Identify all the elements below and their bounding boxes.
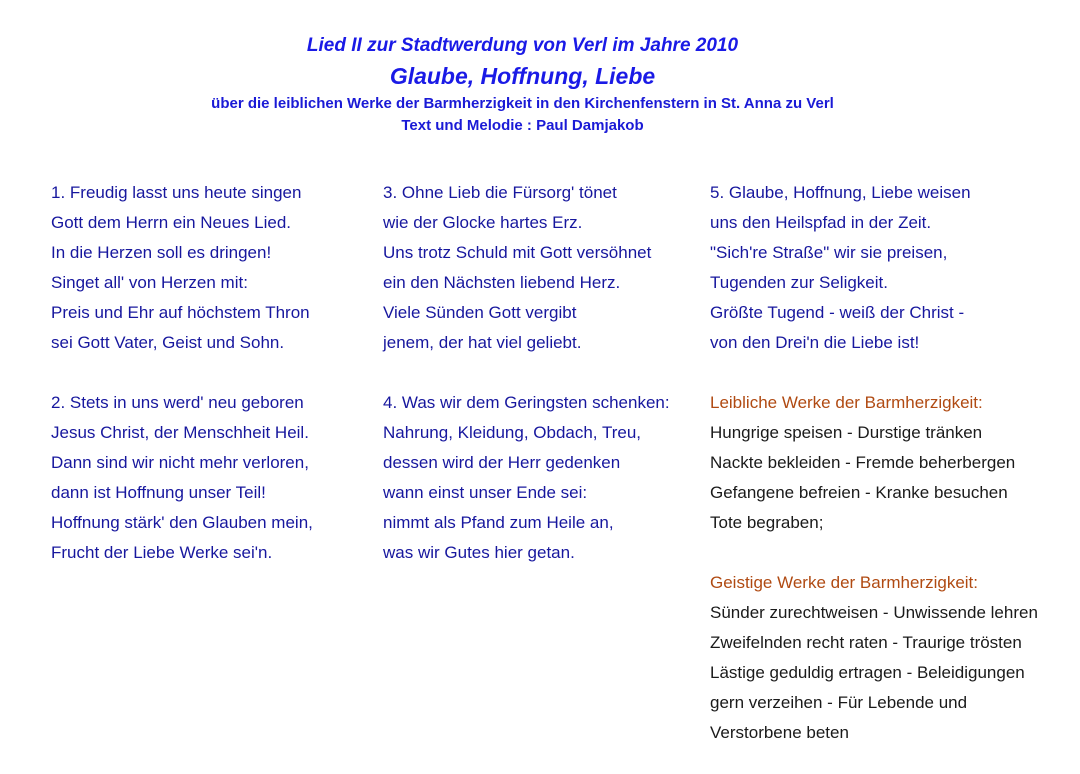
bodily-works bbox=[710, 390, 1038, 540]
verse-line: 1. Freudig lasst uns heute singen bbox=[51, 183, 302, 202]
verse-line: dessen wird der Herr gedenken bbox=[383, 453, 621, 472]
column-right bbox=[710, 180, 1038, 750]
work-line: Sünder zurechtweisen - Unwissende lehren bbox=[710, 603, 1038, 622]
spiritual-works-heading: Geistige Werke der Barmherzigkeit: bbox=[710, 573, 979, 592]
verse-line: Jesus Christ, der Menschheit Heil. bbox=[51, 423, 309, 442]
verse-5 bbox=[710, 180, 1038, 360]
verse-line: 3. Ohne Lieb die Fürsorg' tönet bbox=[383, 183, 617, 202]
work-line: Tote begraben; bbox=[710, 513, 824, 532]
stanza-gap bbox=[710, 540, 1038, 570]
verse-line: sei Gott Vater, Geist und Sohn. bbox=[51, 333, 285, 352]
verse-line: jenem, der hat viel geliebt. bbox=[383, 333, 582, 352]
verse-line: ein den Nächsten liebend Herz. bbox=[383, 273, 621, 292]
verse-line: Größte Tugend - weiß der Christ - bbox=[710, 303, 965, 322]
verse-line: nimmt als Pfand zum Heile an, bbox=[383, 513, 614, 532]
verse-line: "Sich're Straße" wir sie preisen, bbox=[710, 243, 948, 262]
spiritual-works bbox=[710, 570, 1038, 750]
work-line: Gefangene befreien - Kranke besuchen bbox=[710, 483, 1008, 502]
verse-line: uns den Heilspfad in der Zeit. bbox=[710, 213, 932, 232]
verse-line: wie der Glocke hartes Erz. bbox=[383, 213, 583, 232]
song-credits: Text und Melodie : Paul Damjakob bbox=[401, 117, 644, 134]
stanza-gap bbox=[51, 360, 313, 390]
work-line: gern verzeihen - Für Lebende und bbox=[710, 693, 968, 712]
verse-line: 4. Was wir dem Geringsten schenken: bbox=[383, 393, 670, 412]
verse-line: Uns trotz Schuld mit Gott versöhnet bbox=[383, 243, 652, 262]
stanza-gap bbox=[710, 360, 1038, 390]
verse-line: Nahrung, Kleidung, Obdach, Treu, bbox=[383, 423, 641, 442]
verse-line: Hoffnung stärk' den Glauben mein, bbox=[51, 513, 313, 532]
verse-line: Tugenden zur Seligkeit. bbox=[710, 273, 888, 292]
work-line: Lästige geduldig ertragen - Beleidigungen bbox=[710, 663, 1025, 682]
verse-line: 2. Stets in uns werd' neu geboren bbox=[51, 393, 304, 412]
song-title: Glaube, Hoffnung, Liebe bbox=[389, 63, 656, 89]
verse-3 bbox=[383, 180, 670, 360]
verse-line: Dann sind wir nicht mehr verloren, bbox=[51, 453, 309, 472]
work-line: Zweifelnden recht raten - Traurige trösten bbox=[710, 633, 1022, 652]
stanza-gap bbox=[383, 360, 670, 390]
verse-line: von den Drei'n die Liebe ist! bbox=[710, 333, 920, 352]
column-middle bbox=[383, 180, 670, 570]
verse-line: Gott dem Herrn ein Neues Lied. bbox=[51, 213, 292, 232]
verse-line: wann einst unser Ende sei: bbox=[383, 483, 588, 502]
column-left bbox=[51, 180, 313, 570]
song-subtitle: über die leiblichen Werke der Barmherzigkeit in den Kirchenfenstern in St. Anna zu Verl bbox=[211, 95, 834, 112]
verse-line: was wir Gutes hier getan. bbox=[383, 543, 575, 562]
verse-line: 5. Glaube, Hoffnung, Liebe weisen bbox=[710, 183, 971, 202]
song-occasion: Lied II zur Stadtwerdung von Verl im Jahre 2010 bbox=[306, 35, 739, 56]
verse-1 bbox=[51, 180, 313, 360]
verse-line: dann ist Hoffnung unser Teil! bbox=[51, 483, 266, 502]
verse-4 bbox=[383, 390, 670, 570]
verse-line: Frucht der Liebe Werke sei'n. bbox=[51, 543, 273, 562]
verse-line: In die Herzen soll es dringen! bbox=[51, 243, 272, 262]
verse-2 bbox=[51, 390, 313, 570]
work-line: Verstorbene beten bbox=[710, 723, 849, 742]
verse-line: Singet all' von Herzen mit: bbox=[51, 273, 248, 292]
work-line: Nackte bekleiden - Fremde beherbergen bbox=[710, 453, 1016, 472]
verse-line: Viele Sünden Gott vergibt bbox=[383, 303, 577, 322]
bodily-works-heading: Leibliche Werke der Barmherzigkeit: bbox=[710, 393, 983, 412]
verse-line: Preis und Ehr auf höchstem Thron bbox=[51, 303, 310, 322]
work-line: Hungrige speisen - Durstige tränken bbox=[710, 423, 983, 442]
